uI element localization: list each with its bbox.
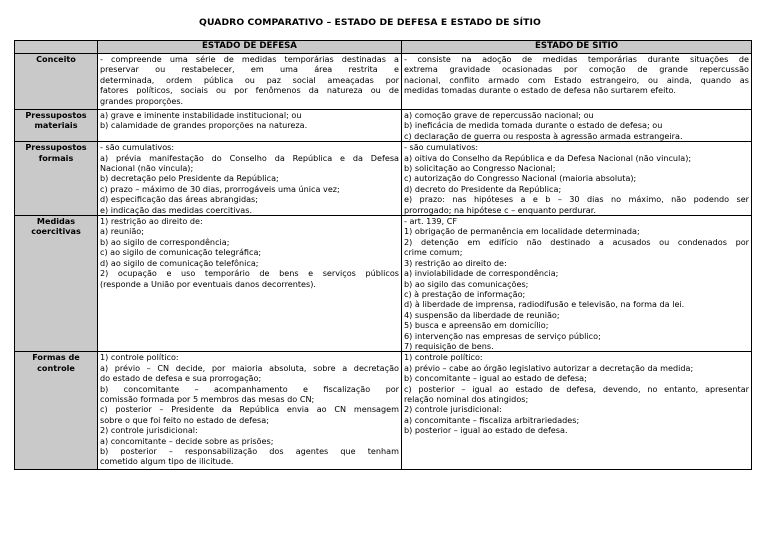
row-label-line: Conceito: [36, 54, 76, 64]
text-line: preservar ou restabelecer, em uma área restrita e: [100, 64, 399, 75]
text-line: cometido algum tipo de ilicitude.: [100, 456, 234, 467]
text-line: b) ao sigilo das comunicações;: [404, 278, 529, 289]
row-label-line: coercitivas: [31, 226, 81, 237]
text-line: fatores políticos, sociais ou por fenômenos da natureza ou de: [100, 85, 399, 96]
text-line: c) à prestação de informação;: [404, 288, 526, 299]
row-label-line: materiais: [34, 120, 78, 131]
text-line: grandes proporções.: [100, 95, 184, 106]
row-label-line: formais: [38, 152, 74, 163]
header-estado-de-sitio: ESTADO DE SÍTIO: [402, 41, 752, 54]
text-line: 1) obrigação de permanência em localidade determinada;: [404, 226, 640, 237]
row-label-line: Pressupostos: [25, 142, 87, 153]
text-line: 1) controle político:: [100, 352, 179, 363]
text-line: - são cumulativos:: [100, 142, 175, 153]
row-label-line: Medidas: [36, 216, 76, 227]
text-line: a) prévia manifestação do Conselho da República e da Defesa: [100, 152, 399, 163]
text-line: - são cumulativos:: [404, 142, 479, 153]
text-line: (responde a União por eventuais danos decorrentes).: [100, 278, 316, 289]
text-line: b) decretação pelo Presidente da República;: [100, 173, 279, 184]
cell-defesa-conceito: [98, 54, 402, 110]
text-line: c) autorização do Congresso Nacional (maioria absoluta);: [404, 173, 637, 184]
text-line: b) posterior – igual ao estado de defesa.: [404, 425, 568, 436]
row-label-conceito: [15, 54, 98, 110]
text-line: 2) controle jurisdicional:: [100, 425, 198, 436]
cell-sitio-formas-de-controle: [402, 352, 752, 470]
text-line: e) prazo: nas hipóteses a e b – 30 dias no máximo, não podendo ser: [404, 194, 749, 205]
text-line: - consiste na adoção de medidas temporárias durante situações de: [404, 54, 749, 64]
text-line: prorrogado; na hipótese c – enquanto perdurar.: [404, 204, 596, 215]
text-line: a) oitiva do Conselho da República e da Defesa Nacional (não vincula);: [404, 152, 692, 163]
text-line: d) especificação das áreas abrangidas;: [100, 194, 258, 205]
text-line: 1) controle político:: [404, 352, 483, 363]
row-label-formas-de-controle: [15, 352, 98, 470]
text-line: e) indicação das medidas coercitivas.: [100, 204, 253, 215]
text-line: b) concomitante – acompanhamento e fiscalização por: [100, 383, 399, 394]
text-line: d) decreto do Presidente da República;: [404, 183, 562, 194]
cell-defesa-pressupostos-formais: [98, 142, 402, 216]
text-line: a) comoção grave de repercussão nacional; ou: [404, 110, 594, 120]
text-line: c) ao sigilo de comunicação telegráfica;: [100, 247, 262, 258]
text-line: b) calamidade de grandes proporções na natureza.: [100, 120, 308, 131]
text-line: a) reunião;: [100, 226, 144, 237]
text-line: a) grave e iminente instabilidade institucional; ou: [100, 110, 302, 120]
text-line: do estado de defesa e sua prorrogação;: [100, 373, 262, 384]
cell-defesa-medidas-coercitivas: [98, 216, 402, 352]
text-line: comissão formada por 5 membros das mesas do CN;: [100, 393, 315, 404]
text-line: extrema gravidade ocasionadas por comoção de grande repercussão: [404, 64, 749, 75]
text-line: b) posterior – responsabilização dos agentes que tenham: [100, 446, 399, 456]
table-row-pressupostos-formais: [15, 142, 752, 216]
table-header-row: [15, 41, 752, 54]
text-line: a) concomitante – fiscaliza arbitrariedades;: [404, 414, 580, 425]
text-line: b) solicitação ao Congresso Nacional;: [404, 163, 556, 174]
table-row-pressupostos-materiais: [15, 110, 752, 142]
text-line: 2) controle jurisdicional:: [404, 404, 502, 415]
text-line: medidas tomadas durante o estado de defesa não surtarem efeito.: [404, 85, 676, 96]
table-row-formas-de-controle: [15, 352, 752, 470]
text-line: 2) detenção em edifício não destinado a acusados ou condenados por: [404, 236, 749, 247]
text-line: d) à liberdade de imprensa, radiodifusão e televisão, na forma da lei.: [404, 299, 685, 310]
text-line: c) declaração de guerra ou resposta à agressão armada estrangeira.: [404, 130, 683, 141]
text-line: c) prazo – máximo de 30 dias, prorrogáveis uma única vez;: [100, 183, 340, 194]
text-line: 2) ocupação e uso temporário de bens e serviços públicos: [100, 268, 399, 279]
header-estado-de-defesa: ESTADO DE DEFESA: [98, 41, 402, 54]
text-line: d) ao sigilo de comunicação telefônica;: [100, 257, 259, 268]
row-label-pressupostos-formais: [15, 142, 98, 216]
table-row-medidas-coercitivas: [15, 216, 752, 352]
comparison-table: [14, 40, 752, 470]
text-line: a) prévio – cabe ao órgão legislativo autorizar a decretação da medida;: [404, 362, 694, 373]
row-label-line: controle: [37, 362, 75, 373]
text-line: 4) suspensão da liberdade de reunião;: [404, 309, 560, 320]
text-line: determinada, ordem pública ou paz social ameaçadas por: [100, 74, 399, 85]
text-line: a) concomitante – decide sobre as prisões;: [100, 435, 274, 446]
text-line: - art. 139, CF: [404, 216, 458, 227]
text-line: 6) intervenção nas empresas de serviço público;: [404, 330, 601, 341]
document-title: QUADRO COMPARATIVO – ESTADO DE DEFESA E ESTADO DE SÍTIO: [199, 17, 541, 28]
text-line: 7) requisição de bens.: [404, 340, 494, 351]
text-line: b) ineficácia de medida tomada durante o estado de defesa; ou: [404, 120, 663, 131]
text-line: sobre o que foi feito no estado de defesa;: [100, 414, 269, 425]
header-blank-cell: [15, 41, 98, 54]
text-line: - compreende uma série de medidas temporárias destinadas a: [100, 54, 399, 64]
row-label-line: Pressupostos: [25, 110, 87, 120]
table-row-conceito: [15, 54, 752, 110]
text-line: 5) busca e apreensão em domicílio;: [404, 320, 549, 331]
text-line: Nacional (não vincula);: [100, 163, 194, 174]
cell-sitio-medidas-coercitivas: [402, 216, 752, 352]
cell-sitio-pressupostos-formais: [402, 142, 752, 216]
text-line: c) posterior – igual ao estado de defesa, devendo, no entanto, apresentar: [404, 383, 749, 394]
text-line: c) posterior – Presidente da República envia ao CN mensagem: [100, 404, 399, 415]
text-line: 1) restrição ao direito de:: [100, 216, 203, 227]
text-line: b) ao sigilo de correspondência;: [100, 236, 230, 247]
text-line: a) inviolabilidade de correspondência;: [404, 268, 559, 279]
cell-sitio-pressupostos-materiais: [402, 110, 752, 142]
cell-sitio-conceito: [402, 54, 752, 110]
row-label-pressupostos-materiais: [15, 110, 98, 142]
text-line: crime comum;: [404, 247, 463, 258]
text-line: a) prévio – CN decide, por maioria absoluta, sobre a decretação: [100, 362, 399, 373]
text-line: relação nominal dos atingidos;: [404, 393, 529, 404]
cell-defesa-formas-de-controle: [98, 352, 402, 470]
text-line: nacional, conflito armado com Estado estrangeiro, ou ainda, quando as: [404, 74, 749, 85]
cell-defesa-pressupostos-materiais: [98, 110, 402, 142]
row-label-line: Formas de: [32, 352, 80, 363]
text-line: 3) restrição ao direito de:: [404, 257, 507, 268]
text-line: b) concomitante – igual ao estado de defesa;: [404, 373, 587, 384]
row-label-medidas-coercitivas: [15, 216, 98, 352]
